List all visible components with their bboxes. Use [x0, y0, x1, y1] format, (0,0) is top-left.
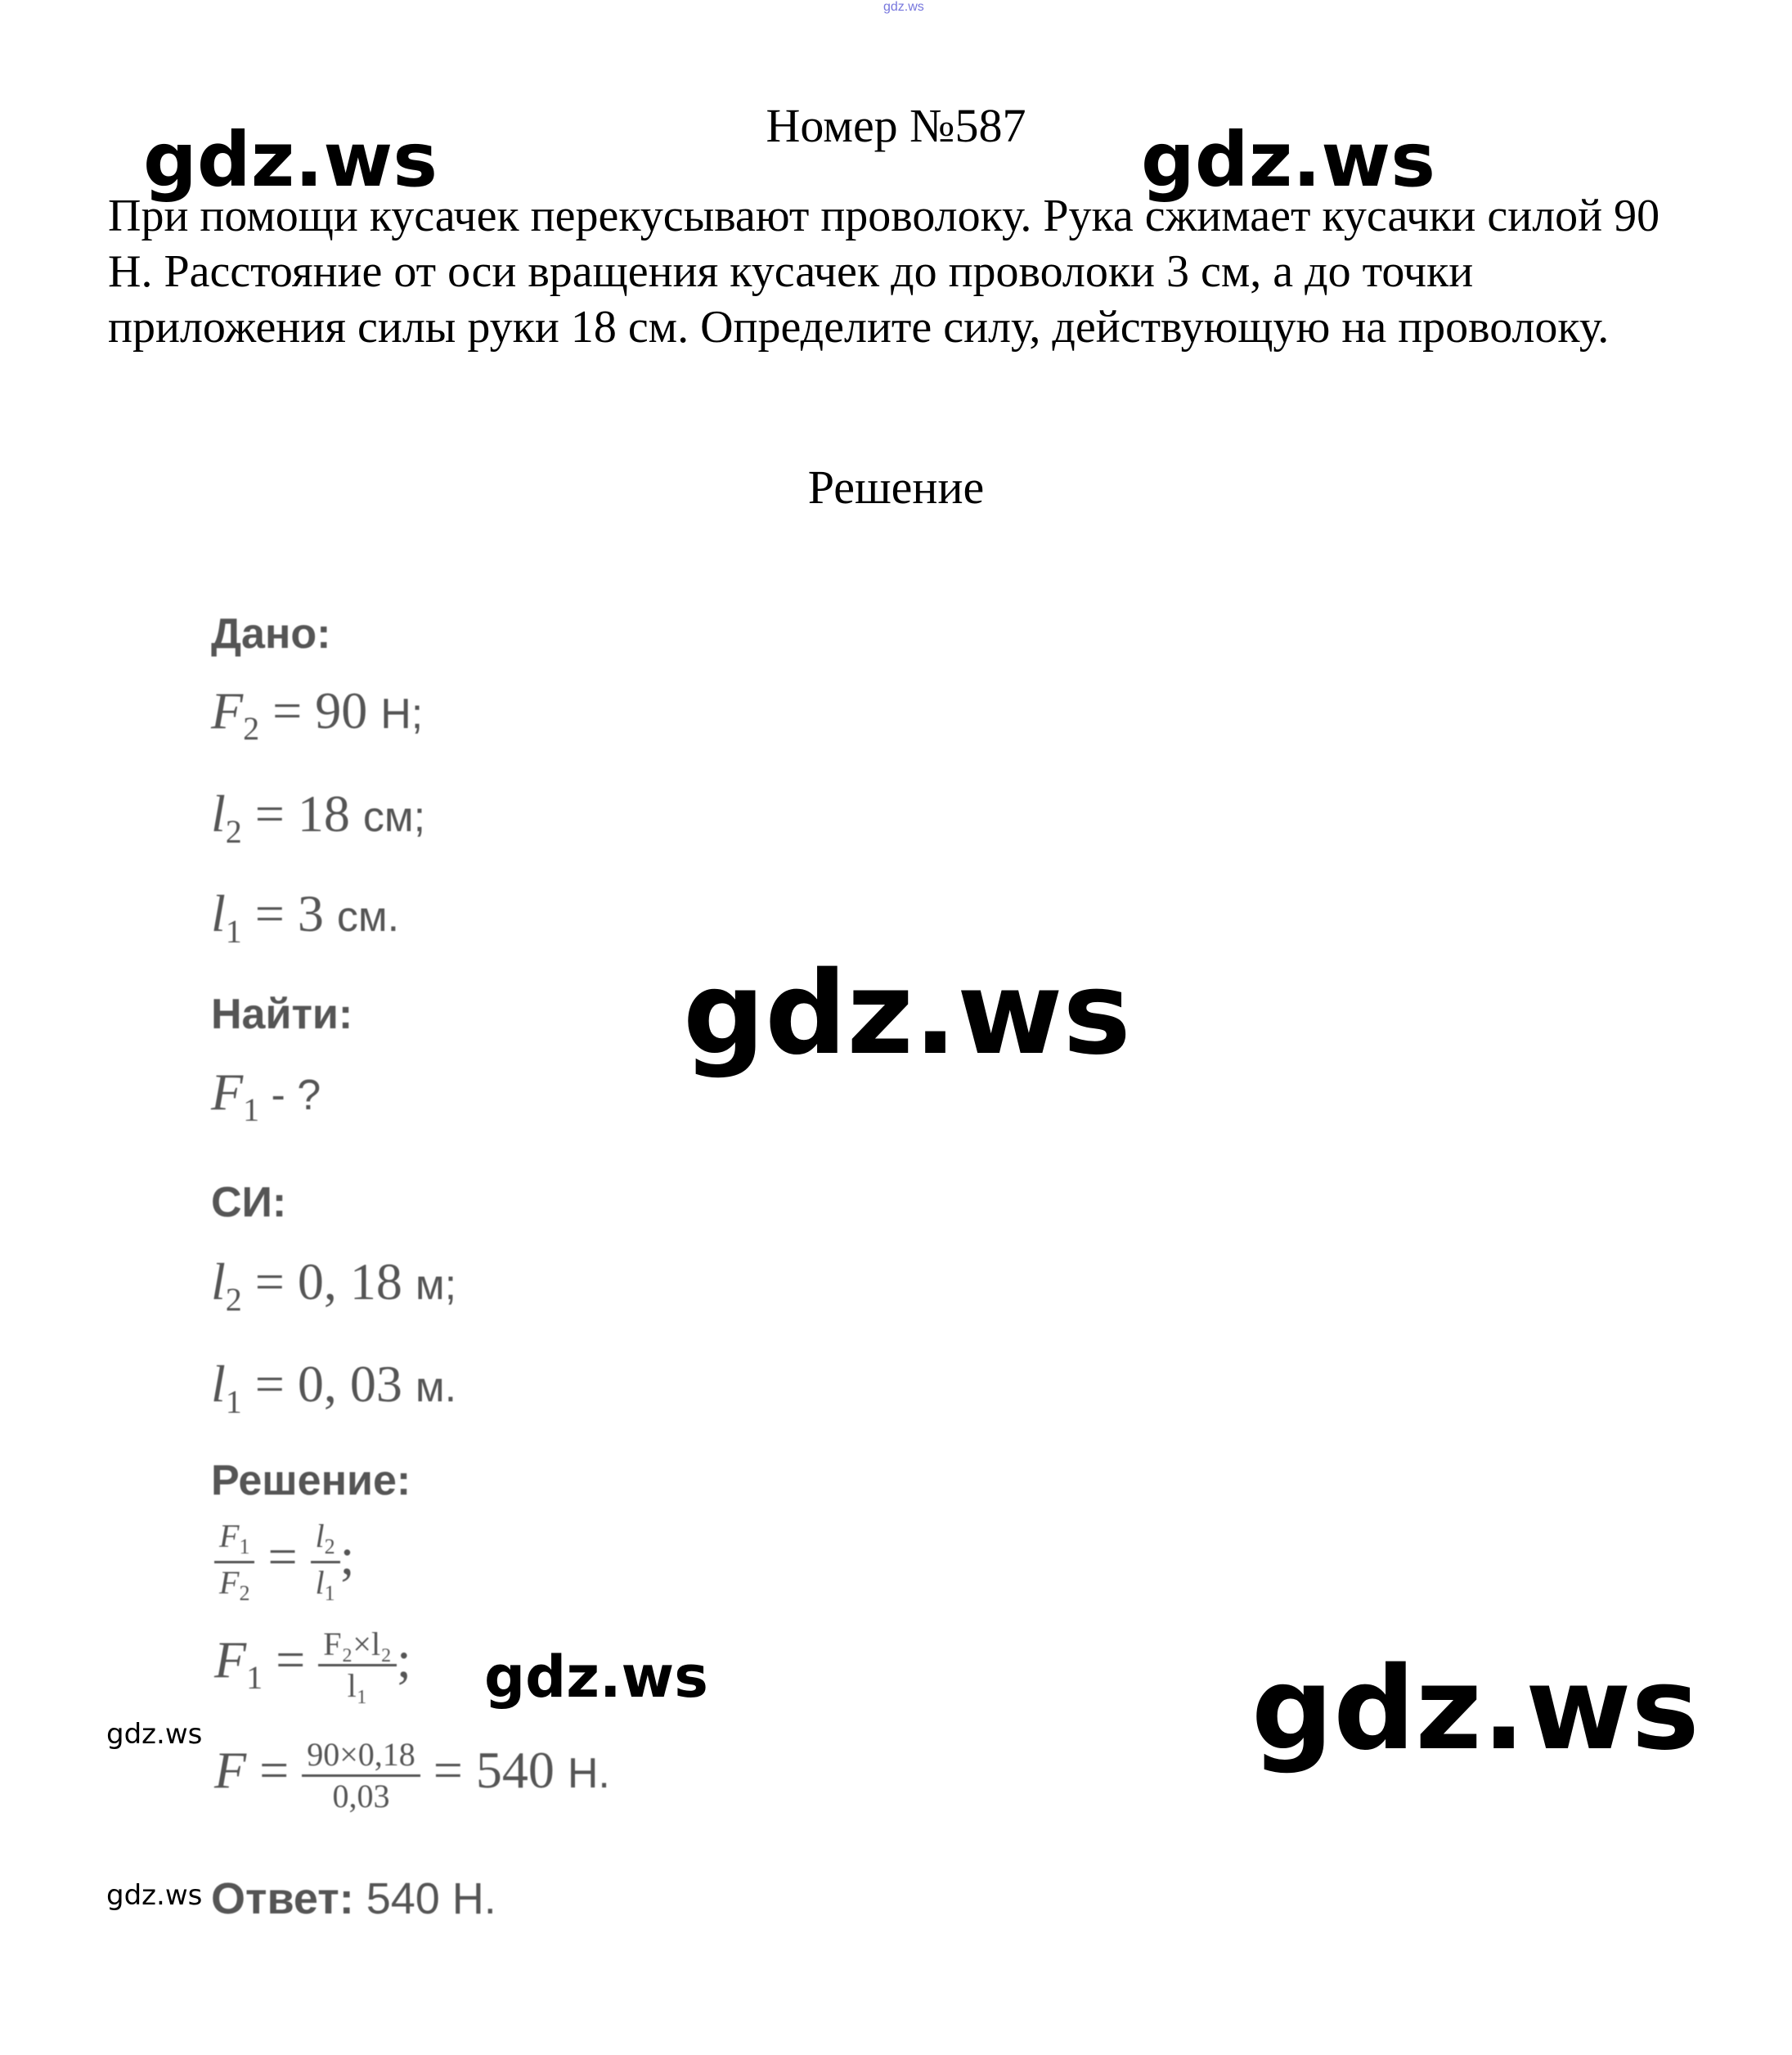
watermark-left-small-1: gdz.ws — [106, 1718, 203, 1751]
answer-value: 540 Н. — [366, 1874, 496, 1923]
watermark-left-small-2: gdz.ws — [106, 1879, 203, 1912]
si-l1: $l_1 = 0$, 03 м. — [211, 1355, 457, 1420]
given-l2: $l_2 = 18$ см; — [211, 785, 426, 850]
answer — [211, 1873, 496, 1924]
top-watermark: gdz.ws — [883, 0, 924, 14]
page-title: Номер №587 — [766, 99, 1026, 152]
given-label: Дано: — [211, 610, 331, 658]
watermark-top-left: gdz.ws — [143, 116, 438, 204]
given-l1: $l_1 = 3$ см. — [211, 884, 400, 950]
solution-heading: Решение — [807, 461, 985, 514]
equation-result: F = $\frac{90\times 0,18}{0,03}$ = 540 Н. — [214, 1736, 610, 1814]
solution-label: Решение: — [211, 1457, 411, 1504]
find-f1: $F_1$ - ? — [211, 1063, 321, 1128]
watermark-center: gdz.ws — [683, 947, 1131, 1081]
watermark-bottom-right: gdz.ws — [1251, 1643, 1700, 1776]
problem-text: При помощи кусачек перекусывают проволоку. Рука сжимает кусачки силой 90 Н. Расстояние от оси вращения кусачек до проволоки 3 см, а до точки приложения силы руки 18 см. Определите силу, действующую на проволоку. — [108, 191, 1660, 353]
given-f2: $F_2 = 90$ Н; — [211, 681, 424, 747]
si-label: СИ: — [211, 1179, 287, 1226]
si-l2: $l_2 = 0$, 18 м; — [211, 1252, 457, 1318]
find-label: Найти: — [211, 991, 353, 1038]
answer-label: Ответ: — [211, 1874, 354, 1923]
equation-f1: $F_1$ = $\frac{\text{F₂×l₂}}{\text{l₁}}$ ; — [214, 1626, 411, 1704]
watermark-mid-small: gdz.ws — [484, 1644, 708, 1711]
watermark-top-right: gdz.ws — [1141, 116, 1435, 204]
equation-ratio: $\frac{F_1}{F_2}$ = $\frac{l_2}{l_1}$ ; — [214, 1520, 354, 1604]
